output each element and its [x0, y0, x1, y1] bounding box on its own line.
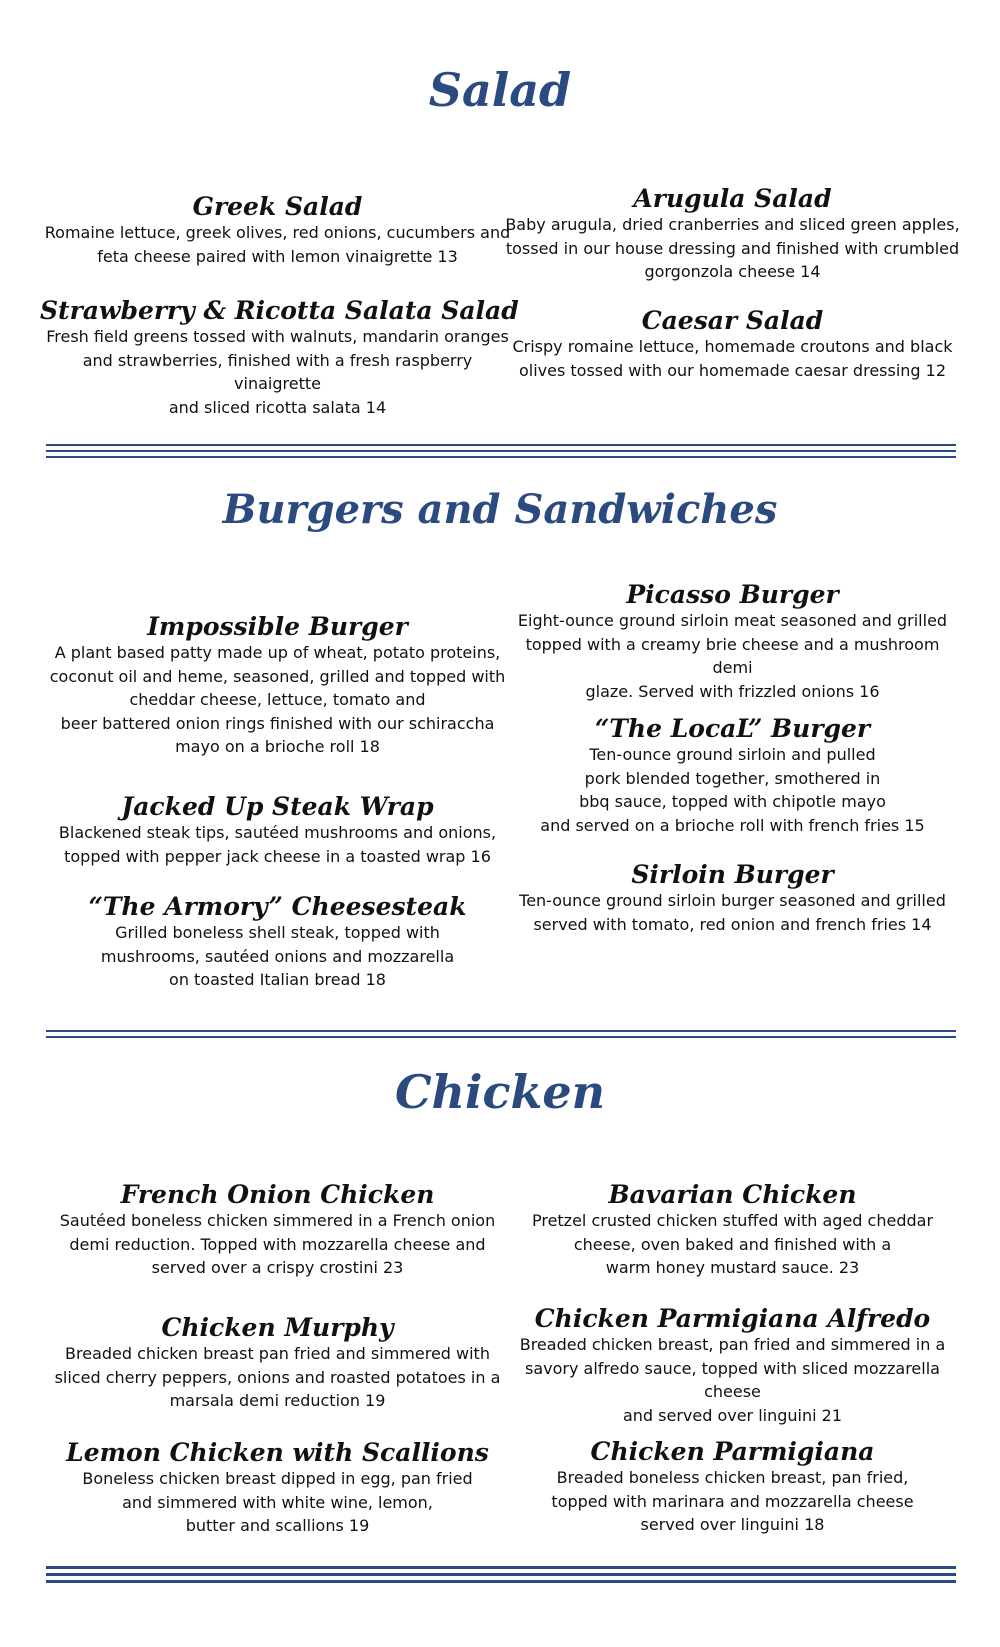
item-description: Breaded boneless chicken breast, pan fried, topped with marinara and mozzarella cheese served over linguini 18 [551, 1468, 914, 1534]
menu-item-the-local-burger [505, 714, 960, 837]
item-name: Lemon Chicken with Scallions [66, 1438, 489, 1467]
menu-item-arugula-salad [505, 184, 960, 284]
item-name: Greek Salad [192, 192, 363, 221]
menu-item-chicken-murphy [40, 1313, 515, 1413]
menu-item-caesar-salad [505, 306, 960, 382]
menu-item-french-onion-chicken [40, 1180, 515, 1280]
chicken-section-title: Chicken [394, 1065, 606, 1119]
item-name: Chicken Parmigiana Alfredo [534, 1304, 931, 1333]
item-name: “The LocaL” Burger [594, 714, 871, 743]
item-name: Strawberry & Ricotta Salata Salad [40, 296, 519, 325]
item-name: French Onion Chicken [120, 1180, 435, 1209]
item-name: Chicken Murphy [161, 1313, 394, 1342]
item-description: Crispy romaine lettuce, homemade croutons and black olives tossed with our homemade caesar dressing 12 [512, 337, 953, 380]
item-name: Bavarian Chicken [608, 1180, 857, 1209]
menu-item-sirloin-burger [505, 860, 960, 936]
section-divider [46, 1566, 956, 1587]
item-description: Breaded chicken breast pan fried and simmered with sliced cherry peppers, onions and roasted potatoes in a marsala demi reduction 19 [54, 1344, 501, 1410]
item-name: Caesar Salad [641, 306, 824, 335]
menu-item-jacked-up-steak-wrap [40, 792, 515, 868]
item-description: Ten-ounce ground sirloin burger seasoned and grilled served with tomato, red onion and french fries 14 [519, 891, 946, 934]
burgers-section-title: Burgers and Sandwiches [222, 486, 778, 533]
menu-item-bavarian-chicken [505, 1180, 960, 1280]
menu-item-strawberry-ricotta-salad [40, 296, 519, 419]
menu-item-impossible-burger [40, 612, 515, 759]
item-description: Grilled boneless shell steak, topped with mushrooms, sautéed onions and mozzarella on toasted Italian bread 18 [100, 923, 455, 989]
section-divider [46, 444, 956, 462]
item-description: Ten-ounce ground sirloin and pulled pork blended together, smothered in bbq sauce, topped with chipotle mayo and served on a brioche roll with french fries 15 [540, 745, 925, 835]
item-name: Sirloin Burger [631, 860, 834, 889]
menu-item-chicken-parmigiana [505, 1437, 960, 1537]
item-description: Sautéed boneless chicken simmered in a French onion demi reduction. Topped with mozzarella cheese and served over a crispy crostini 23 [59, 1211, 496, 1277]
item-description: Fresh field greens tossed with walnuts, mandarin oranges and strawberries, finished with a fresh raspberry vinaigrette and sliced ricotta salata 14 [46, 327, 509, 417]
item-description: Romaine lettuce, greek olives, red onions, cucumbers and feta cheese paired with lemon vinaigrette 13 [44, 223, 511, 266]
section-divider [46, 1030, 956, 1042]
item-description: Breaded chicken breast, pan fried and simmered in a savory alfredo sauce, topped with sliced mozzarella cheese and served over linguini 21 [519, 1335, 946, 1425]
item-name: Picasso Burger [626, 580, 839, 609]
salad-section-title: Salad [428, 63, 572, 117]
item-name: “The Armory” Cheesesteak [88, 892, 467, 921]
item-description: Boneless chicken breast dipped in egg, pan fried and simmered with white wine, lemon, butter and scallions 19 [82, 1469, 473, 1535]
item-name: Chicken Parmigiana [590, 1437, 875, 1466]
item-name: Impossible Burger [147, 612, 408, 641]
item-description: A plant based patty made up of wheat, potato proteins, coconut oil and heme, seasoned, grilled and topped with cheddar cheese, lettuce, tomato and beer battered onion rings finished with our schiraccha mayo on a brioche roll 18 [49, 643, 506, 756]
item-name: Jacked Up Steak Wrap [121, 792, 434, 821]
menu-item-armory-cheesesteak [40, 892, 515, 992]
item-description: Pretzel crusted chicken stuffed with aged cheddar cheese, oven baked and finished with a warm honey mustard sauce. 23 [531, 1211, 934, 1277]
menu-item-picasso-burger [505, 580, 960, 703]
item-description: Baby arugula, dried cranberries and sliced green apples, tossed in our house dressing and finished with crumbled gorgonzola cheese 14 [505, 215, 960, 281]
menu-item-lemon-chicken-scallions [40, 1438, 515, 1538]
item-description: Eight-ounce ground sirloin meat seasoned and grilled topped with a creamy brie cheese and a mushroom demi glaze. Served with frizzled onions 16 [517, 611, 948, 701]
menu-item-greek-salad [40, 192, 515, 268]
menu-item-chicken-parmigiana-alfredo [505, 1304, 960, 1427]
item-name: Arugula Salad [633, 184, 832, 213]
item-description: Blackened steak tips, sautéed mushrooms and onions, topped with pepper jack cheese in a toasted wrap 16 [58, 823, 497, 866]
